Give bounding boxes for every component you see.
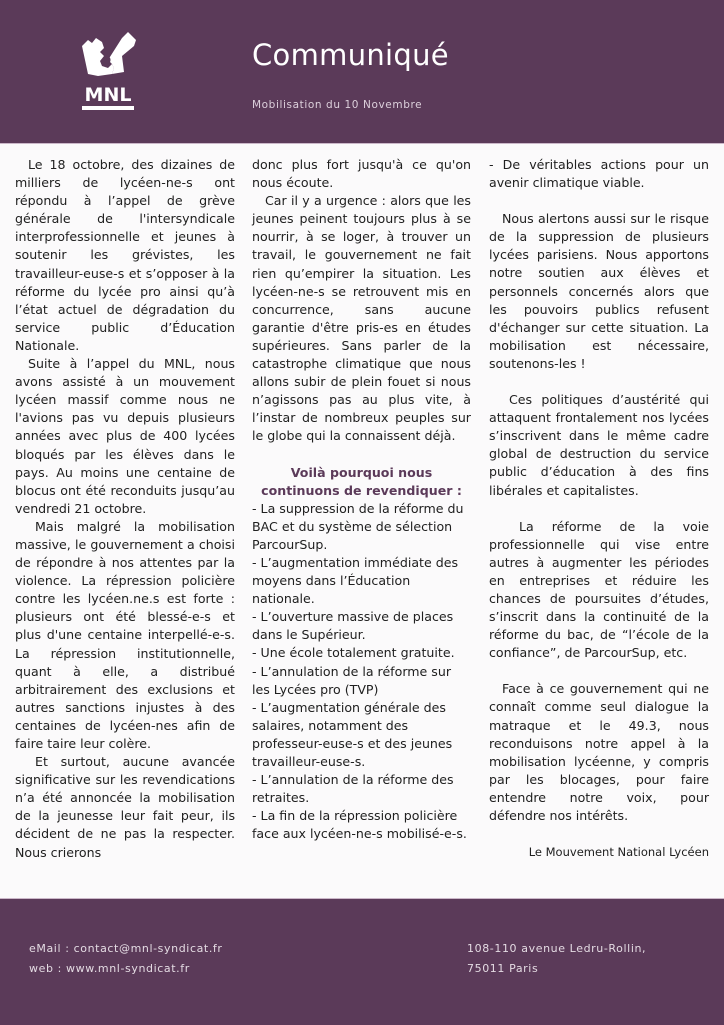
paragraph: donc plus fort jusqu'à ce qu'on nous écoute.	[252, 157, 471, 191]
demand-item: - L’annulation de la réforme sur les Lycées pro (TVP)	[252, 663, 452, 697]
paragraph: Face à ce gouvernement qui ne connaît comme seul dialogue la matraque et le 49.3, nous reconduisons notre appel à la mobilisation lycéenne, y compris par les blocages, pour faire entendre notre voix, pour défendre nos intérêts.	[489, 681, 709, 823]
paragraph: Et surtout, aucune avancée significative sur les revendications n’a été annoncée la mobilisation de la jeunesse leur fait peur, ils décident de ne pas la respecter. Nous crierons	[15, 754, 235, 860]
paragraph: Car il y a urgence : alors que les jeunes peinent toujours plus à se nourrir, à se loger, à trouver un travail, le gouvernement ne fait rien qu’empirer la situation. Les lycéen-ne-s se retrouvent mis en concurrence, sans aucune garantie d'être pris-es en études supérieures. Sans parler de la catastrophe climatique que nous allons subir de plein fouet si nous n’agissons pas au plus vite, à l’instar de nombreux peuples sur le globe qui la connaissent déjà.	[252, 193, 471, 444]
paragraph: Suite à l’appel du MNL, nous avons assisté à un mouvement lycéen massif comme nous ne l'avions pas vu depuis plusieurs années avec plus de 400 lycées bloqués par les élèves dans le pays. Au moins une centaine de blocus ont été reconduits jusqu’au vendredi 21 octobre.	[15, 356, 235, 516]
page-subtitle: Mobilisation du 10 Novembre	[252, 99, 423, 111]
demand-item: - La fin de la répression policière face aux lycéen-ne-s mobilisé-e-s.	[252, 808, 467, 842]
paragraph: Ces politiques d’austérité qui attaquent frontalement nos lycées s’inscrivent dans le même cadre global de destruction du service public d’éducation à des fins libérales et capitalistes.	[489, 392, 709, 498]
demand-item: - La suppression de la réforme du BAC et du système de sélection ParcourSup.	[252, 500, 464, 552]
address-line-2: 75011 Paris	[467, 961, 539, 975]
mnl-logo	[78, 28, 138, 112]
paragraph: La réforme de la voie professionnelle qui vise entre autres à augmenter les périodes en entreprises et réduire les chances de poursuites d’études, s’inscrit dans la continuité de la réforme du bac, de “l’école de la confiance”, de ParcourSup, etc.	[489, 518, 709, 661]
header-banner	[0, 0, 724, 144]
signature: Le Mouvement National Lycéen	[528, 845, 709, 860]
demand-item: - L’annulation de la réforme des retraites.	[252, 772, 454, 806]
footer-email[interactable]: eMail : contact@mnl-syndicat.fr	[29, 942, 223, 955]
demand-item: - L’augmentation générale des salaires, notamment des professeur-euse-s et des jeunes travailleur-euse-s.	[252, 699, 453, 769]
footer	[0, 898, 724, 1025]
page-title: Communiqué	[252, 38, 449, 72]
column-3	[489, 156, 709, 861]
paragraph: Le 18 octobre, des dizaines de milliers de lycéen-ne-s ont répondu à l’appel de grève générale de l'intersyndicale interprofessionnelle et jeunes à soutenir les grévistes, les travailleur-euse-s et s’opposer à la réforme du lycée pro ainsi qu’à l’état actuel de dégradation du service public d’Éducation Nationale.	[15, 157, 235, 353]
paragraph: Nous alertons aussi sur le risque de la suppression de plusieurs lycées parisiens. Nous apportons notre soutien aux élèves et personnels concernés alors que les pouvoirs publics refusent d'échanger sur cette situation. La mobilisation est nécessaire, soutenons-les !	[489, 211, 709, 371]
column-2	[252, 156, 471, 843]
logo-text: MNL	[84, 84, 132, 106]
demands-list	[252, 500, 471, 844]
demands-heading: Voilà pourquoi nous continuons de revendiquer :	[261, 464, 462, 498]
footer-contact	[29, 939, 223, 978]
demand-item: - L’ouverture massive de places dans le Supérieur.	[252, 609, 454, 643]
demand-item: - L’augmentation immédiate des moyens dans l’Éducation nationale.	[252, 554, 459, 607]
address-line-1: 108-110 avenue Ledru-Rollin,	[467, 942, 647, 955]
paragraph: Mais malgré la mobilisation massive, le gouvernement a choisi de répondre à nos attentes par la violence. La répression policière contre les lycéen.ne.s est forte : plusieurs ont été blessé-e-s et plus d'une centaine interpellé-e-s. La répression institutionnelle, quant à elle, a distribué arbitrairement des exclusions et autres sanctions injustes à des centaines de lycéen-nes afin de faire taire leur colère.	[15, 518, 235, 751]
footer-address	[467, 939, 646, 978]
demand-item: - Une école totalement gratuite.	[252, 645, 455, 661]
demand-item: - De véritables actions pour un avenir climatique viable.	[489, 157, 709, 191]
megaphone-fist-icon	[78, 28, 138, 112]
communique-body	[0, 156, 724, 891]
column-1	[15, 156, 235, 862]
footer-website[interactable]: web : www.mnl-syndicat.fr	[29, 961, 190, 975]
